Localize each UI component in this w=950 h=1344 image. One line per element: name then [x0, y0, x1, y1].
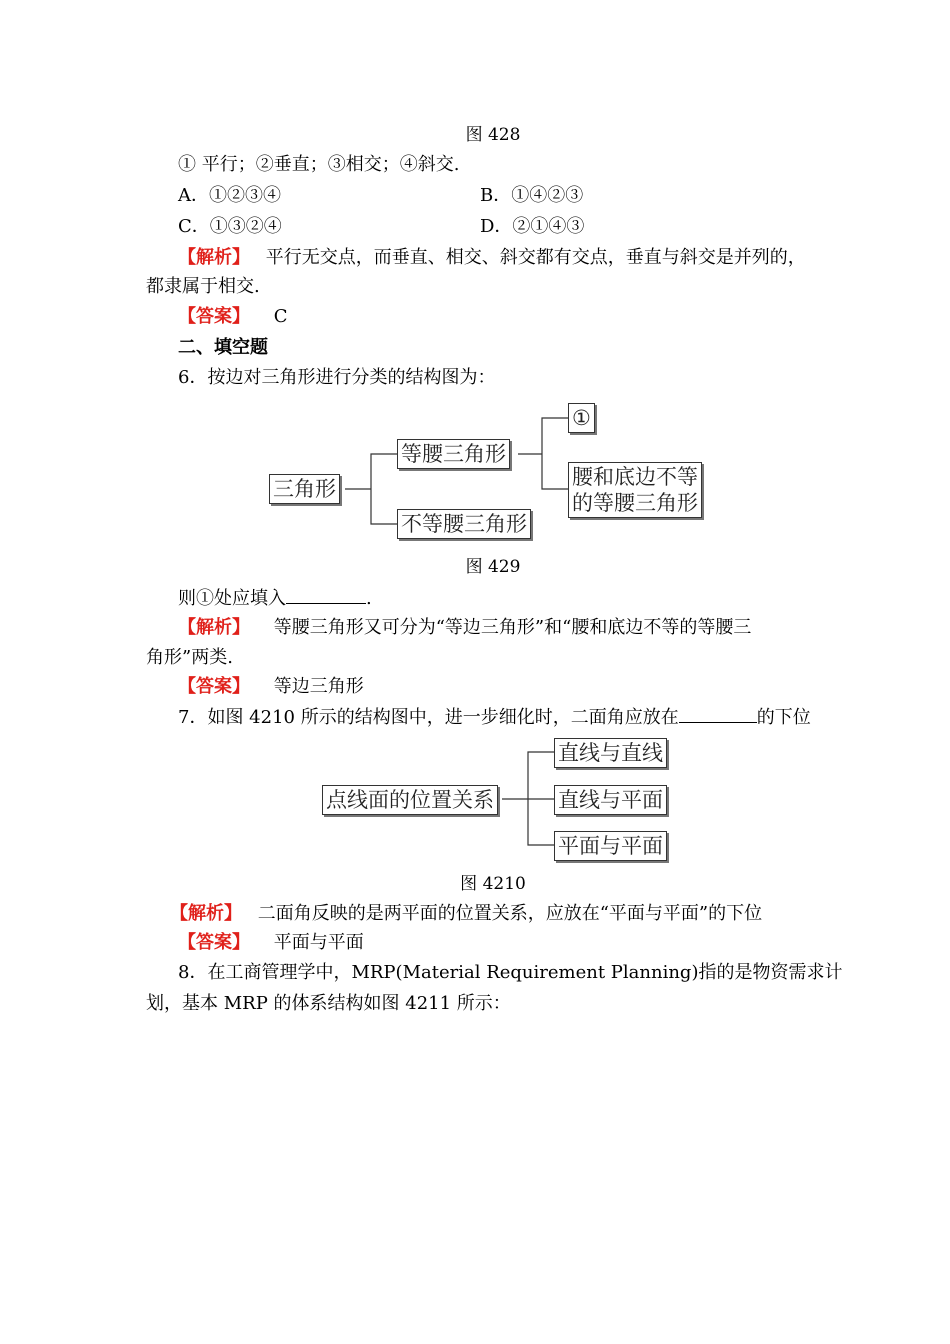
- analysis-tag: 【解析】: [178, 617, 250, 638]
- analysis-tag: 【解析】: [170, 903, 242, 924]
- answer-tag: 【答案】: [178, 306, 250, 327]
- q6-answer: [178, 676, 364, 698]
- answer-blank[interactable]: [679, 706, 757, 723]
- q8-line-1: 8．在工商管理学中，MRP(Material Requirement Planning)指的是物资需求计: [178, 962, 843, 983]
- q6-node-non-equilateral: [568, 462, 702, 518]
- q5-answer-value: C: [273, 306, 288, 327]
- q6-node-triangle: 三角形: [269, 474, 340, 504]
- q5-option-d: D．②①④③: [480, 216, 585, 237]
- q6-answer-value: 等边三角形: [273, 676, 364, 697]
- figure-caption-428: 图 428: [465, 125, 521, 145]
- figure-caption-4210: 图 4210: [460, 874, 526, 894]
- q5-option-a: A．①②③④: [178, 185, 281, 206]
- q6-node-line-1: 腰和底边不等: [572, 465, 698, 489]
- q7-node-position-relation: 点线面的位置关系: [322, 785, 498, 815]
- section-title: 二、填空题: [178, 337, 268, 358]
- q7-stem-prefix: 7．如图 4210 所示的结构图中，进一步细化时，二面角应放在: [178, 707, 679, 728]
- q7-analysis-text: 二面角反映的是两平面的位置关系，应放在“平面与平面”的下位: [257, 903, 763, 924]
- q7-analysis: [170, 903, 762, 925]
- q5-analysis-text-1: 平行无交点，而垂直、相交、斜交都有交点，垂直与斜交是并列的，: [265, 247, 806, 268]
- q6-analysis: [178, 617, 751, 639]
- q7-node-plane-plane: 平面与平面: [554, 831, 667, 861]
- q6-analysis-cont: 角形”两类.: [146, 647, 233, 668]
- figure-caption-429: 图 429: [465, 557, 521, 577]
- q5-statement: ① 平行；②垂直；③相交；④斜交.: [178, 154, 460, 175]
- q6-node-blank-1: ①: [568, 403, 595, 433]
- q6-node-line-2: 的等腰三角形: [572, 491, 698, 515]
- q6-fill-prefix: 则①处应填入: [178, 588, 286, 609]
- q6-node-non-isosceles: 不等腰三角形: [397, 509, 531, 539]
- q7-stem: [178, 706, 811, 729]
- q5-option-c: C．①③②④: [178, 216, 282, 237]
- q7-node-line-plane: 直线与平面: [554, 785, 667, 815]
- q7-answer-value: 平面与平面: [273, 932, 364, 953]
- q6-node-isosceles: 等腰三角形: [397, 439, 510, 469]
- analysis-tag: 【解析】: [178, 247, 250, 268]
- answer-blank[interactable]: [286, 587, 366, 604]
- answer-tag: 【答案】: [178, 932, 250, 953]
- q8-line-2: 划，基本 MRP 的体系结构如图 4211 所示：: [146, 993, 511, 1014]
- q6-analysis-text-1: 等腰三角形又可分为“等边三角形”和“腰和底边不等的等腰三: [273, 617, 752, 638]
- answer-tag: 【答案】: [178, 676, 250, 697]
- q6-fill-suffix: .: [366, 588, 372, 609]
- q7-stem-suffix: 的下位: [756, 707, 811, 728]
- q7-answer: [178, 932, 364, 954]
- q7-node-line-line: 直线与直线: [554, 738, 667, 768]
- q5-analysis-cont: 都隶属于相交.: [146, 276, 260, 297]
- q6-fill: [178, 587, 372, 610]
- q6-stem: 6．按边对三角形进行分类的结构图为：: [178, 367, 496, 388]
- q5-option-b: B．①④②③: [480, 185, 584, 206]
